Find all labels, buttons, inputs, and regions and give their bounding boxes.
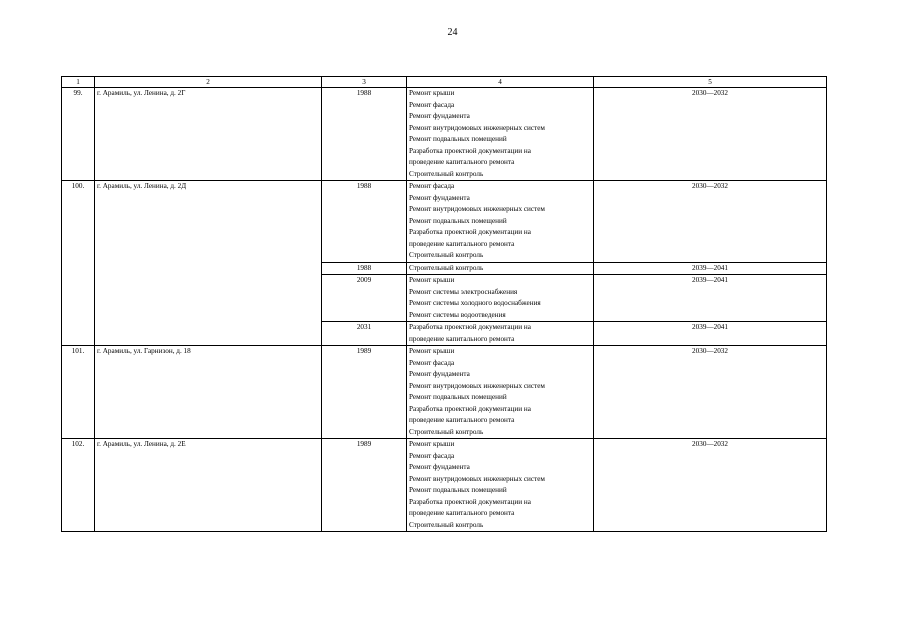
work-item: Строительный контроль (409, 427, 484, 436)
work-item: Ремонт системы водоотведения (409, 310, 506, 319)
work-item: Ремонт крыши (409, 276, 455, 284)
period-cell: 2030—2032 (594, 439, 827, 532)
work-item: Ремонт подвальных помещений (409, 393, 507, 401)
work-item: Ремонт внутридомовых инженерных систем (409, 123, 545, 132)
period-cell: 2030—2032 (594, 88, 827, 181)
work-item: проведение капитального ремонта (409, 334, 515, 343)
work-item: Ремонт фундамента (409, 112, 470, 120)
period-cell: 2030—2032 (594, 346, 827, 439)
work-item: Ремонт подвальных помещений (409, 216, 507, 225)
work-item: Строительный контроль (409, 520, 484, 529)
year-cell: 1988 (322, 181, 407, 263)
period-cell: 2039—2041 (594, 262, 827, 275)
work-item: Ремонт фундамента (409, 370, 470, 378)
table-row (62, 88, 827, 181)
address-cell: г. Арамиль, ул. Ленина, д. 2Е (95, 439, 322, 532)
work-item: Ремонт фасада (409, 100, 455, 109)
works-cell (407, 346, 594, 439)
col-header-5: 5 (594, 77, 827, 88)
work-item: Ремонт крыши (409, 440, 455, 448)
col-header-2: 2 (95, 77, 322, 88)
col-header-4: 4 (407, 77, 594, 88)
work-item: проведение капитального ремонта (409, 416, 515, 424)
period-cell: 2030—2032 (594, 181, 827, 263)
work-item: проведение капитального ремонта (409, 509, 515, 517)
work-item: Ремонт внутридомовых инженерных систем (409, 205, 545, 213)
works-cell (407, 322, 594, 346)
address-cell: г. Арамиль, ул. Ленина, д. 2Д (95, 181, 322, 346)
work-item: Ремонт внутридомовых инженерных систем (409, 381, 545, 390)
work-item: Строительный контроль (409, 263, 484, 272)
work-item: Строительный контроль (409, 169, 484, 178)
table-body (62, 88, 827, 532)
work-item: проведение капитального ремонта (409, 239, 515, 248)
work-item: Разработка проектной документации на (409, 323, 531, 331)
repair-schedule-table (61, 76, 827, 532)
address-cell: г. Арамиль, ул. Ленина, д. 2Г (95, 88, 322, 181)
works-cell (407, 88, 594, 181)
table-row (62, 439, 827, 532)
work-item: Ремонт системы холодного водоснабжения (409, 299, 541, 307)
works-cell (407, 439, 594, 532)
work-item: Ремонт фасада (409, 358, 455, 367)
row-number: 102. (62, 439, 95, 532)
work-item: Разработка проектной документации на (409, 146, 531, 155)
works-cell (407, 181, 594, 263)
year-cell: 2031 (322, 322, 407, 346)
page-number: 24 (447, 27, 458, 38)
row-number: 100. (62, 181, 95, 346)
work-item: Ремонт подвальных помещений (409, 135, 507, 143)
work-item: Ремонт системы электроснабжения (409, 287, 518, 296)
address-cell: г. Арамиль, ул. Гарнизон, д. 18 (95, 346, 322, 439)
work-item: Ремонт крыши (409, 89, 455, 97)
year-cell: 1989 (322, 346, 407, 439)
work-item: Разработка проектной документации на (409, 497, 531, 506)
year-cell: 1988 (322, 262, 407, 275)
period-cell: 2039—2041 (594, 275, 827, 322)
row-number: 99. (62, 88, 95, 181)
work-item: Ремонт фасада (409, 182, 455, 190)
work-item: Строительный контроль (409, 251, 484, 259)
works-cell (407, 275, 594, 322)
work-item: Ремонт фасада (409, 451, 455, 460)
year-cell: 2009 (322, 275, 407, 322)
work-item: Разработка проектной документации на (409, 228, 531, 236)
work-item: Ремонт подвальных помещений (409, 486, 507, 494)
table-row (62, 181, 827, 263)
col-header-1: 1 (62, 77, 95, 88)
work-item: Ремонт фундамента (409, 463, 470, 471)
table-row (62, 346, 827, 439)
col-header-3: 3 (322, 77, 407, 88)
year-cell: 1989 (322, 439, 407, 532)
period-cell: 2039—2041 (594, 322, 827, 346)
work-item: проведение капитального ремонта (409, 158, 515, 166)
year-cell: 1988 (322, 88, 407, 181)
work-item: Ремонт крыши (409, 347, 455, 355)
header-row (62, 77, 827, 88)
work-item: Ремонт внутридомовых инженерных систем (409, 474, 545, 483)
row-number: 101. (62, 346, 95, 439)
work-item: Ремонт фундамента (409, 193, 470, 202)
works-cell (407, 262, 594, 275)
work-item: Разработка проектной документации на (409, 404, 531, 413)
